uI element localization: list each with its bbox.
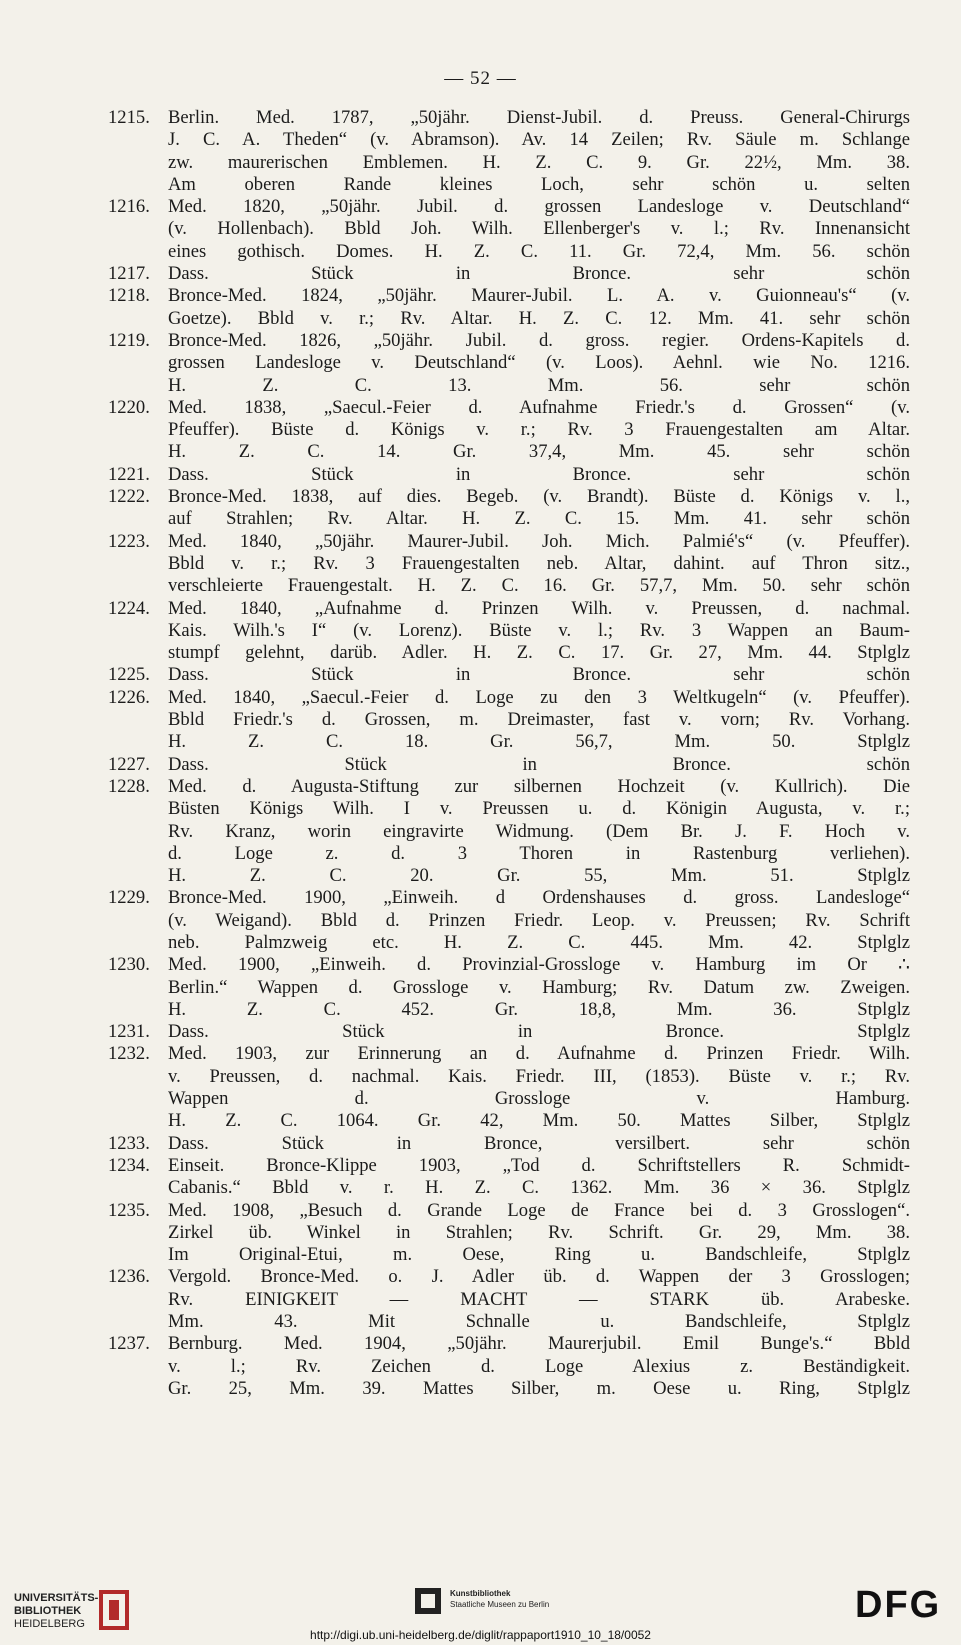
catalog-entry <box>110 776 910 887</box>
entry-number: 1222. <box>108 486 150 508</box>
entry-number: 1221. <box>108 463 150 485</box>
entry-line: Berlin. Med. 1787, „50jähr. Dienst-Jubil. d. Preuss. General-Chirurgs <box>168 107 910 128</box>
catalog-entry <box>110 1200 910 1267</box>
entry-line: (v. Weigand). Bbld d. Prinzen Friedr. Leop. v. Preussen; Rv. Schrift <box>168 909 910 931</box>
entry-line: (v. Hollenbach). Bbld Joh. Wilh. Ellenberger's v. l.; Rv. Innenansicht <box>168 218 910 240</box>
entry-number: 1226. <box>108 686 150 708</box>
entry-line: H. Z. C. 20. Gr. 55, Mm. 51. Stplglz <box>168 865 910 887</box>
entry-line: Büsten Königs Wilh. I v. Preussen u. d. Königin Augusta, v. r.; <box>168 798 910 820</box>
entry-line: auf Strahlen; Rv. Altar. H. Z. C. 15. Mm. 41. sehr schön <box>168 508 910 530</box>
catalog-entry <box>110 263 910 285</box>
entry-line: stumpf gelehnt, darüb. Adler. H. Z. C. 17. Gr. 27, Mm. 44. Stplglz <box>168 642 910 664</box>
library-name <box>14 1592 98 1631</box>
catalog-entry <box>110 330 910 397</box>
entry-line: Med. 1900, „Einweih. d. Provinzial-Grossloge v. Hamburg im Or ∴ <box>168 954 910 976</box>
entry-line: J. C. A. Theden“ (v. Abramson). Av. 14 Zeilen; Rv. Säule m. Schlange <box>168 129 910 151</box>
entry-line: v. Preussen, d. nachmal. Kais. Friedr. III, (1853). Büste v. r.; Rv. <box>168 1065 910 1087</box>
entry-number: 1219. <box>108 329 150 351</box>
catalog-entry <box>110 887 910 954</box>
entry-number: 1236. <box>108 1266 150 1288</box>
entry-line: eines gothisch. Domes. H. Z. C. 11. Gr. 72,4, Mm. 56. schön <box>168 240 910 262</box>
entry-line: Mm. 43. Mit Schnalle u. Bandschleife, Stplglz <box>168 1311 910 1333</box>
entry-line: Gr. 25, Mm. 39. Mattes Silber, m. Oese u. Ring, Stplglz <box>168 1377 910 1399</box>
entry-line: H. Z. C. 18. Gr. 56,7, Mm. 50. Stplglz <box>168 731 910 753</box>
entry-line: H. Z. C. 14. Gr. 37,4, Mm. 45. sehr schön <box>168 441 910 463</box>
entry-line: Dass. Stück in Bronce. sehr schön <box>168 263 910 285</box>
entry-number: 1217. <box>108 263 150 285</box>
catalog-entry <box>110 397 910 464</box>
entry-number: 1231. <box>108 1021 150 1043</box>
kb-line-1: Kunstbibliothek <box>450 1589 511 1598</box>
entry-line: Bronce-Med. 1824, „50jähr. Maurer-Jubil. L. A. v. Guionneau's“ (v. <box>168 285 910 307</box>
entry-line: Pfeuffer). Büste d. Königs v. r.; Rv. 3 Frauengestalten am Altar. <box>168 419 910 441</box>
entry-line: Med. d. Augusta-Stiftung zur silbernen Hochzeit (v. Kullrich). Die <box>168 775 910 797</box>
catalog-entry <box>110 531 910 598</box>
entry-number: 1233. <box>108 1132 150 1154</box>
entry-number: 1232. <box>108 1043 150 1065</box>
entry-line: Vergold. Bronce-Med. o. J. Adler üb. d. Wappen der 3 Grosslogen; <box>168 1266 910 1288</box>
library-line-2: BIBLIOTHEK <box>14 1605 82 1617</box>
dfg-logo: DFG <box>855 1584 942 1626</box>
entry-line: Berlin.“ Wappen d. Grossloge v. Hamburg; Rv. Datum zw. Zweigen. <box>168 976 910 998</box>
page-number: — 52 — <box>444 68 517 89</box>
entry-line: d. Loge z. d. 3 Thoren in Rastenburg verliehen). <box>168 842 910 864</box>
entry-number: 1230. <box>108 954 150 976</box>
entry-line: Am oberen Rande kleines Loch, sehr schön u. selten <box>168 173 910 195</box>
catalog-entry <box>110 1155 910 1200</box>
catalog-entry <box>110 687 910 754</box>
entry-line: Dass. Stück in Bronce, versilbert. sehr schön <box>168 1132 910 1154</box>
catalog-entry <box>110 754 910 776</box>
catalog-entry <box>110 285 910 330</box>
entry-number: 1234. <box>108 1154 150 1176</box>
entry-line: H. Z. C. 1064. Gr. 42, Mm. 50. Mattes Silber, Stplglz <box>168 1110 910 1132</box>
catalog-entry <box>110 107 910 196</box>
entry-line: Bbld v. r.; Rv. 3 Frauengestalten neb. Altar, dahint. auf Thron sitz., <box>168 552 910 574</box>
kunstbibliothek-name <box>450 1588 549 1610</box>
entry-line: Cabanis.“ Bbld v. r. H. Z. C. 1362. Mm. 36 × 36. Stplglz <box>168 1177 910 1199</box>
entry-line: Bronce-Med. 1826, „50jähr. Jubil. d. gross. regier. Ordens-Kapitels d. <box>168 329 910 351</box>
entry-number: 1223. <box>108 530 150 552</box>
entry-number: 1215. <box>108 107 150 128</box>
entry-number: 1220. <box>108 396 150 418</box>
entry-line: Med. 1908, „Besuch d. Grande Loge de France bei d. 3 Grosslogen“. <box>168 1199 910 1221</box>
entry-line: Dass. Stück in Bronce. Stplglz <box>168 1021 910 1043</box>
catalog-entries <box>110 107 910 1400</box>
entry-line: verschleierte Frauengestalt. H. Z. C. 16. Gr. 57,7, Mm. 50. sehr schön <box>168 575 910 597</box>
library-line-1: UNIVERSITÄTS- <box>14 1592 99 1604</box>
entry-line: Dass. Stück in Bronce. sehr schön <box>168 463 910 485</box>
entry-number: 1228. <box>108 775 150 797</box>
entry-number: 1237. <box>108 1333 150 1355</box>
entry-line: Med. 1820, „50jähr. Jubil. d. grossen Landesloge v. Deutschland“ <box>168 196 910 218</box>
entry-line: Rv. EINIGKEIT — MACHT — STARK üb. Arabeske. <box>168 1288 910 1310</box>
entry-line: Bbld Friedr.'s d. Grossen, m. Dreimaster, fast v. vorn; Rv. Vorhang. <box>168 709 910 731</box>
catalog-entry <box>110 1133 910 1155</box>
entry-line: Dass. Stück in Bronce. sehr schön <box>168 664 910 686</box>
entry-line: Kais. Wilh.'s I“ (v. Lorenz). Büste v. l.; Rv. 3 Wappen an Baum- <box>168 619 910 641</box>
entry-line: H. Z. C. 13. Mm. 56. sehr schön <box>168 374 910 396</box>
entry-line: Einseit. Bronce-Klippe 1903, „Tod d. Schriftstellers R. Schmidt- <box>168 1154 910 1176</box>
university-library-logo-icon <box>98 1588 132 1632</box>
entry-number: 1216. <box>108 196 150 218</box>
entry-line: Bronce-Med. 1900, „Einweih. d Ordenshauses d. gross. Landesloge“ <box>168 887 910 909</box>
entry-line: H. Z. C. 452. Gr. 18,8, Mm. 36. Stplglz <box>168 998 910 1020</box>
catalog-entry <box>110 1021 910 1043</box>
entry-number: 1224. <box>108 597 150 619</box>
entry-line: Bernburg. Med. 1904, „50jähr. Maurerjubil. Emil Bunge's.“ Bbld <box>168 1333 910 1355</box>
catalog-entry <box>110 598 910 665</box>
catalog-entry <box>110 1266 910 1333</box>
entry-line: Bronce-Med. 1838, auf dies. Begeb. (v. Brandt). Büste d. Königs v. l., <box>168 486 910 508</box>
entry-line: Goetze). Bbld v. r.; Rv. Altar. H. Z. C. 12. Mm. 41. sehr schön <box>168 307 910 329</box>
entry-line: Rv. Kranz, worin eingravirte Widmung. (Dem Br. J. F. Hoch v. <box>168 820 910 842</box>
kunstbibliothek-logo-icon <box>413 1586 443 1616</box>
entry-number: 1225. <box>108 664 150 686</box>
footer <box>0 1570 961 1645</box>
entry-line: Im Original-Etui, m. Oese, Ring u. Bandschleife, Stplglz <box>168 1244 910 1266</box>
entry-line: zw. maurerischen Emblemen. H. Z. C. 9. Gr. 22½, Mm. 38. <box>168 151 910 173</box>
entry-line: Med. 1840, „Saecul.-Feier d. Loge zu den 3 Weltkugeln“ (v. Pfeuffer). <box>168 686 910 708</box>
catalog-entry <box>110 954 910 1021</box>
entry-line: neb. Palmzweig etc. H. Z. C. 445. Mm. 42. Stplglz <box>168 931 910 953</box>
permalink-url[interactable]: http://digi.ub.uni-heidelberg.de/diglit/rappaport1910_10_18/0052 <box>310 1628 651 1642</box>
entry-number: 1227. <box>108 753 150 775</box>
entry-line: Med. 1903, zur Erinnerung an d. Aufnahme d. Prinzen Friedr. Wilh. <box>168 1043 910 1065</box>
catalog-entry <box>110 464 910 486</box>
entry-line: Med. 1840, „50jähr. Maurer-Jubil. Joh. Mich. Palmié's“ (v. Pfeuffer). <box>168 530 910 552</box>
entry-number: 1229. <box>108 887 150 909</box>
entry-line: v. l.; Rv. Zeichen d. Loge Alexius z. Beständigkeit. <box>168 1355 910 1377</box>
entry-line: Dass. Stück in Bronce. schön <box>168 753 910 775</box>
entry-line: grossen Landesloge v. Deutschland“ (v. Loos). Aehnl. wie No. 1216. <box>168 352 910 374</box>
entry-line: Wappen d. Grossloge v. Hamburg. <box>168 1088 910 1110</box>
kb-line-2: Staatliche Museen zu Berlin <box>450 1600 550 1609</box>
entry-line: Med. 1840, „Aufnahme d. Prinzen Wilh. v. Preussen, d. nachmal. <box>168 597 910 619</box>
entry-number: 1235. <box>108 1199 150 1221</box>
entry-number: 1218. <box>108 285 150 307</box>
catalog-entry <box>110 196 910 263</box>
entry-line: Zirkel üb. Winkel in Strahlen; Rv. Schrift. Gr. 29, Mm. 38. <box>168 1221 910 1243</box>
catalog-entry <box>110 1043 910 1132</box>
catalog-entry <box>110 664 910 686</box>
entry-line: Med. 1838, „Saecul.-Feier d. Aufnahme Friedr.'s d. Grossen“ (v. <box>168 396 910 418</box>
catalog-entry <box>110 486 910 531</box>
library-line-3: HEIDELBERG <box>14 1618 85 1630</box>
catalog-entry <box>110 1333 910 1400</box>
